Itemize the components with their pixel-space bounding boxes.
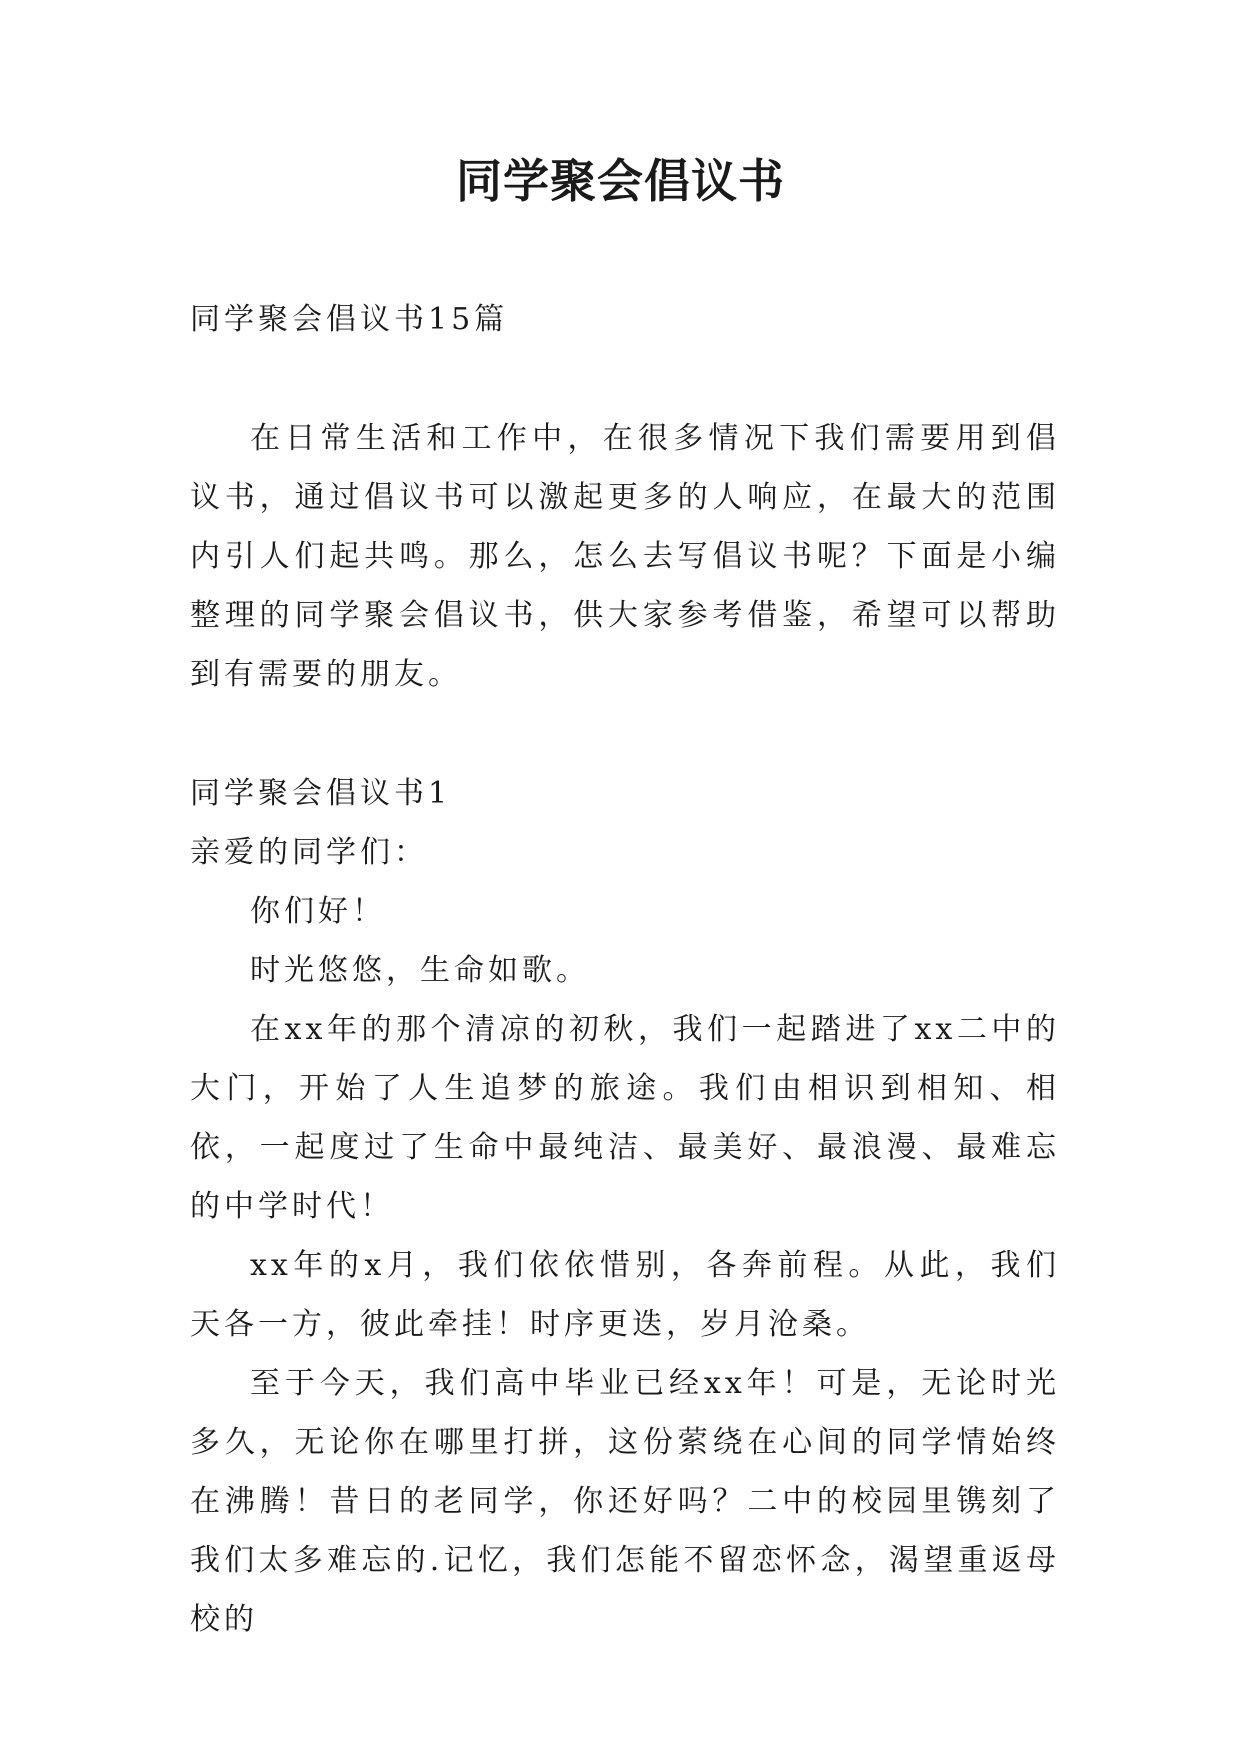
document-body — [190, 290, 1060, 1649]
body-paragraph: 至于今天，我们高中毕业已经xx年！可是，无论时光多久，无论你在哪里打拼，这份萦绕在心间的同学情始终在沸腾！昔日的老同学，你还好吗？二中的校园里镌刻了我们太多难忘的.记忆，我们怎能不留恋怀念，渴望重返母校的 — [190, 1366, 1060, 1637]
body-paragraph: xx年的x月，我们依依惜别，各奔前程。从此，我们天各一方，彼此牵挂！时序更迭，岁月沧桑。 — [190, 1248, 1060, 1342]
salutation: 亲爱的同学们： — [190, 835, 428, 870]
document-subtitle: 同学聚会倡议书15篇 — [190, 302, 509, 337]
body-paragraph: 在xx年的那个清凉的初秋，我们一起踏进了xx二中的大门，开始了人生追梦的旅途。我们由相识到相知、相依，一起度过了生命中最纯洁、最美好、最浪漫、最难忘的中学时代！ — [190, 1012, 1060, 1224]
document-title: 同学聚会倡议书 — [456, 154, 785, 208]
body-paragraph: 时光悠悠，生命如歌。 — [250, 953, 590, 988]
greeting-paragraph: 你们好！ — [250, 894, 386, 929]
intro-paragraph: 在日常生活和工作中，在很多情况下我们需要用到倡议书，通过倡议书可以激起更多的人响应，在最大的范围内引人们起共鸣。那么，怎么去写倡议书呢？下面是小编整理的同学聚会倡议书，供大家参考借鉴，希望可以帮助到有需要的朋友。 — [190, 421, 1060, 692]
section-heading: 同学聚会倡议书1 — [190, 776, 452, 811]
